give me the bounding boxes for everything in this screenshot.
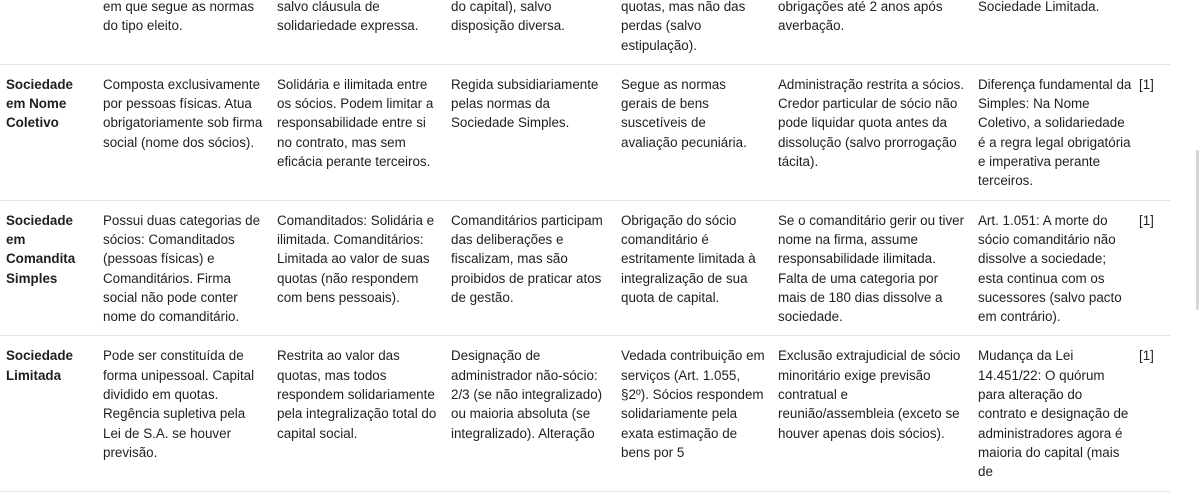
table-cell: Regida subsidiariamente pelas normas da Sociedade Simples. (445, 64, 615, 200)
table-cell: obrigações até 2 anos após averbação. (772, 0, 972, 64)
company-type-cell: Sociedade em Nome Coletivo (0, 64, 97, 200)
table-cell: quotas, mas não das perdas (salvo estipulação). (615, 0, 772, 64)
citation-link[interactable]: [1] (1139, 64, 1170, 200)
table-cell: Vedada contribuição em serviços (Art. 1.055, §2º). Sócios respondem solidariamente pela exata estimação de bens por 5 (615, 336, 772, 491)
table-cell: Diferença fundamental da Simples: Na Nome Coletivo, a solidariedade é a regra legal obrigatória e imperativa perante terceiros. (972, 64, 1139, 200)
table-cell: Restrita ao valor das quotas, mas todos respondem solidariamente pela integralização total do capital social. (271, 336, 445, 491)
table-cell: Art. 1.051: A morte do sócio comanditário não dissolve a sociedade; esta continua com os sucessores (salvo pacto em contrário). (972, 200, 1139, 336)
table-cell: Exclusão extrajudicial de sócio minoritário exige previsão contratual e reunião/assembleia (exceto se houver apenas dois sócios). (772, 336, 972, 491)
citation-link[interactable]: [1] (1139, 200, 1170, 336)
table-cell: Obrigação do sócio comanditário é estritamente limitada à integralização de sua quota de capital. (615, 200, 772, 336)
table-row (0, 336, 1170, 491)
table-cell: Segue as normas gerais de bens suscetíveis de avaliação pecuniária. (615, 64, 772, 200)
table-row (0, 0, 1170, 64)
table-cell: Possui duas categorias de sócios: Comanditados (pessoas físicas) e Comanditários. Firma social não pode conter nome do comanditário. (97, 200, 271, 336)
table-cell (0, 0, 97, 64)
table-cell: em que segue as normas do tipo eleito. (97, 0, 271, 64)
table-cell: Mudança da Lei 14.451/22: O quórum para alteração do contrato e designação de administradores agora é maioria do capital (mais de (972, 336, 1139, 491)
table-cell: Sociedade Limitada. (972, 0, 1139, 64)
table-row (0, 64, 1170, 200)
table-cell: Comanditados: Solidária e ilimitada. Comanditários: Limitada ao valor de suas quotas (não respondem com bens pessoais). (271, 200, 445, 336)
table-cell: Administração restrita a sócios. Credor particular de sócio não pode liquidar quota antes da dissolução (salvo prorrogação tácita). (772, 64, 972, 200)
citation-link[interactable]: [1] (1139, 336, 1170, 491)
table-cell: do capital), salvo disposição diversa. (445, 0, 615, 64)
table-cell: salvo cláusula de solidariedade expressa. (271, 0, 445, 64)
table-cell: Se o comanditário gerir ou tiver nome na firma, assume responsabilidade ilimitada. Falta de uma categoria por mais de 180 dias dissolve a sociedade. (772, 200, 972, 336)
table-cell: Composta exclusivamente por pessoas físicas. Atua obrigatoriamente sob firma social (nome dos sócios). (97, 64, 271, 200)
table-cell: Comanditários participam das deliberações e fiscalizam, mas são proibidos de praticar atos de gestão. (445, 200, 615, 336)
company-type-cell: Sociedade Limitada (0, 336, 97, 491)
table-cell: Solidária e ilimitada entre os sócios. Podem limitar a responsabilidade entre si no contrato, mas sem eficácia perante terceiros. (271, 64, 445, 200)
company-type-cell: Sociedade em Comandita Simples (0, 200, 97, 336)
table-cell: Designação de administrador não-sócio: 2/3 (se não integralizado) ou maioria absoluta (se integralizado). Alteração (445, 336, 615, 491)
table-row (0, 200, 1170, 336)
table-cell: Pode ser constituída de forma unipessoal. Capital dividido em quotas. Regência supletiva pela Lei de S.A. se houver previsão. (97, 336, 271, 491)
table-cell (1139, 0, 1170, 64)
